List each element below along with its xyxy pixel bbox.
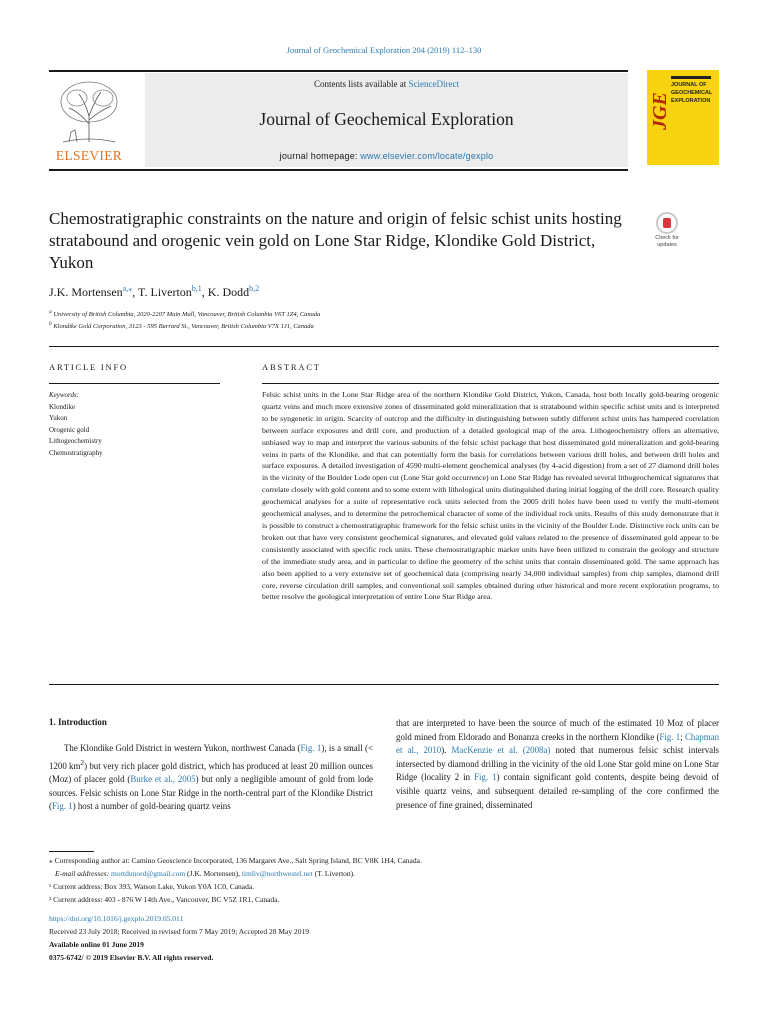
affiliation: [49, 309, 320, 318]
body-text-run: The Klondike Gold District in western Yukon, northwest Canada (: [64, 743, 301, 753]
footnote-rule: [49, 851, 94, 852]
abstract-heading: ABSTRACT: [262, 362, 321, 372]
header-rule-bottom: [49, 169, 628, 171]
homepage-prefix: journal homepage:: [279, 151, 361, 161]
citation-link[interactable]: MacKenzie et al. (2008a): [451, 745, 551, 756]
copyright-line: 0375-6742/ © 2019 Elsevier B.V. All rights reserved.: [49, 953, 214, 962]
abstract-rule: [262, 383, 719, 384]
cover-title-line: EXPLORATION: [671, 98, 711, 104]
contents-prefix: Contents lists available at: [314, 79, 409, 89]
check-updates-label: Check for updates: [655, 235, 679, 248]
cover-title-line: JOURNAL OF: [671, 82, 707, 88]
header-rule-top: [49, 70, 628, 72]
author-name: K. Dodd: [207, 285, 250, 299]
keyword: Yukon: [49, 414, 68, 423]
doi-link[interactable]: https://doi.org/10.1016/j.gexplo.2019.05.011: [49, 914, 184, 923]
elsevier-wordmark: ELSEVIER: [55, 148, 123, 163]
keywords-label: Keywords:: [49, 391, 80, 399]
homepage-line: [145, 151, 628, 161]
citation-link[interactable]: Burke et al., 2005: [130, 774, 196, 785]
keyword: Klondike: [49, 403, 76, 411]
footnote: ² Current address: 403 - 876 W 14th Ave., Vancouver, BC V5Z 1R1, Canada.: [49, 895, 280, 904]
author-list: J.K. Mortensen$^{a,⁎}$, T. Liverton$^{b,1}$, K. Dodd$^{b,2}$: [49, 284, 260, 299]
article-info-heading: ARTICLE INFO: [49, 362, 128, 372]
email-note: [49, 869, 355, 878]
homepage-link[interactable]: www.elsevier.com/locate/gexplo: [360, 151, 494, 161]
article-info-rule: [49, 383, 220, 384]
affiliation-text: Klondike Gold Corporation, 3123 - 595 Burrard St., Vancouver, British Columbia V7X 1J1, Canada: [53, 323, 314, 331]
body-text-run: that are interpreted to have been the source of much of the estimated 10 Moz of placer gold mined from Eldorado and Bonanza creeks in the northern Klondike (: [396, 718, 719, 742]
citation-link[interactable]: Fig. 1: [474, 772, 497, 783]
author-affiliation-mark[interactable]: a,⁎: [122, 284, 133, 293]
citation-link[interactable]: Fig. 1: [51, 801, 73, 812]
author-name: J.K. Mortensen: [49, 285, 123, 299]
footnote: ¹ Current address: Box 393, Watson Lake, Yukon Y0A 1C0, Canada.: [49, 882, 255, 891]
check-for-updates-badge[interactable]: [646, 212, 686, 256]
email-owner: (J.K. Mortensen),: [185, 869, 242, 878]
received-dates: Received 23 July 2018; Received in revised form 7 May 2019; Accepted 28 May 2019: [49, 927, 309, 936]
email-label: E-mail addresses:: [55, 869, 111, 878]
abstract-bottom-rule: [49, 684, 719, 685]
body-text-run: 2: [80, 757, 85, 767]
journal-cover-thumbnail[interactable]: [647, 70, 719, 165]
corresponding-author-note: ⁎ Corresponding author at: Camino Geoscience Incorporated, 136 Margaret Ave., Salt Spring Island, BC V8K 1H4, Canada.: [49, 856, 422, 865]
email-link[interactable]: mortdunord@gmail.com: [110, 869, 186, 878]
abstract-text: Felsic schist units in the Lone Star Ridge area of the northern Klondike Gold District, Yukon, Canada, host both locally gold-bearing orogenic quartz veins and much more extensive zones of disseminated gold mineralization that is stratabound within specific schist units and is interpreted to be syngenetic in origin. Scarcity of outcrop and the difficulty in distinguishing between subtly different schist units has hampered correlation between surface exposures and drill core, and production of a detailed geological map of the area. Lithogeochemistry offers an alternative, unbiased way to map and interpret the various subunits of the felsic schist package that host disseminated gold mineralization and gold-bearing veins in parts of the Klondike, and that can potentially form the basis for correlations between various drill holes, and between drill holes and surface exposures. A detailed investigation of 4590 multi-element geochemical analyses (by 4-acid digestion) from a set of 27 diamond drill holes in the vicinity of the Boulder Lode open cut (Lone Star gold occurrence) on Lone Star Ridge has revealed several lithogeochemical signatures that correlate closely with gold content and to some extent with lithological units distinguished during initial logging of the drill core. Research quality geochemical analyses for a suite of representative rock units selected from the 2005 drill holes have been used to verify the multi-element geochemical analyses, and to determine the petrochemical character of some of the individual rock units. Results of this study demonstrate that it is possible to construct a chemostratigraphic framework for the felsic schist units in the vicinity of the Boulder Lode. Distinctive rock units can be broken out that have very consistent geochemical signatures, and elevated gold values related to the presence of disseminated gold appear to be consistently associated with specific rock units. These chemostratigraphic marker units have been utilized to constrain the geology and structure of the immediate study area, and in particular to define the geometry of the schist units that contain disseminated gold. The same approach has also been applied to a very extensive set of geochemical data (comprising nearly 34,000 individual samples) from chip samples, diamond drill core, reverse circulation drill samples, and conventional soil samples obtained during other historical and more recent exploration programs, to better resolve the geological interpretation of entire Lone Star Ridge area.: [262, 390, 719, 602]
available-online: Available online 01 June 2019: [49, 940, 144, 949]
sciencedirect-link[interactable]: ScienceDirect: [408, 79, 459, 89]
section-rule: [49, 346, 719, 347]
check-updates-icon: [656, 212, 678, 234]
contents-line: [145, 79, 628, 89]
body-text-run: ), is a small (< 1200 km: [49, 743, 373, 771]
body-text-run: ) contain significant gold contents, despite being devoid of visible quartz veins, and subsequent detailed re-sampling of the core confirmed the presence of fine grained, disseminated: [396, 772, 719, 810]
affiliation-mark: a: [49, 309, 52, 315]
section-heading: 1. Introduction: [49, 717, 107, 727]
cover-bar: [671, 76, 711, 79]
author-affiliation-mark[interactable]: b,1: [191, 284, 202, 293]
body-text-run: ) host a number of gold-bearing quartz veins: [72, 801, 231, 812]
affiliation-text: University of British Columbia, 2020-2207 Main Mall, Vancouver, British Columbia V6T 1Z4, Canada: [53, 311, 321, 319]
keyword-list: [49, 402, 103, 459]
keyword: Lithogeochemistry: [49, 437, 102, 446]
affiliation: [49, 321, 314, 330]
author-name: T. Liverton: [138, 285, 192, 299]
body-text-run: ;: [680, 731, 685, 742]
journal-name: Journal of Geochemical Exploration: [259, 109, 514, 129]
cover-abbreviation: JGE: [649, 92, 671, 130]
citation-link[interactable]: Fig. 1: [300, 743, 322, 753]
author-affiliation-mark[interactable]: b,2: [249, 284, 260, 293]
article-title: Chemostratigraphic constraints on the nature and origin of felsic schist units hosting stratabound and orogenic vein gold on Lone Star Ridge, Klondike Gold District, Yukon: [49, 209, 622, 272]
keyword: Chemostratigraphy: [49, 448, 103, 457]
citation-link[interactable]: Fig. 1: [659, 731, 681, 742]
cover-title-line: GEOCHEMICAL: [671, 90, 713, 96]
keyword: Orogenic gold: [49, 425, 90, 434]
body-text-run: noted that numerous felsic schist intervals intersected by diamond drilling in the vicinity of the old Lone Star gold mine on Lone Star Ridge (locality 2 in: [396, 745, 719, 783]
email-link[interactable]: timliv@northwestel.net: [241, 869, 313, 878]
body-text-run: ) but very rich placer gold district, which has produced at least 20 million ounces (Moz) of placer gold (: [49, 760, 373, 785]
body-column-right: [396, 717, 719, 812]
citation-link[interactable]: Chapman et al., 2010: [396, 731, 720, 756]
body-text-run: ).: [441, 745, 452, 756]
affiliation-mark: b: [49, 321, 52, 327]
email-owner: (T. Liverton).: [312, 869, 356, 878]
body-column-left: [49, 742, 373, 814]
journal-reference[interactable]: Journal of Geochemical Exploration 204 (2019) 112–130: [286, 45, 482, 55]
body-text-run: ) but only a negligible amount of gold from lode sources. Felsic schists on Lone Star Ridge in the north-central part of the Klondike District (: [49, 774, 373, 812]
